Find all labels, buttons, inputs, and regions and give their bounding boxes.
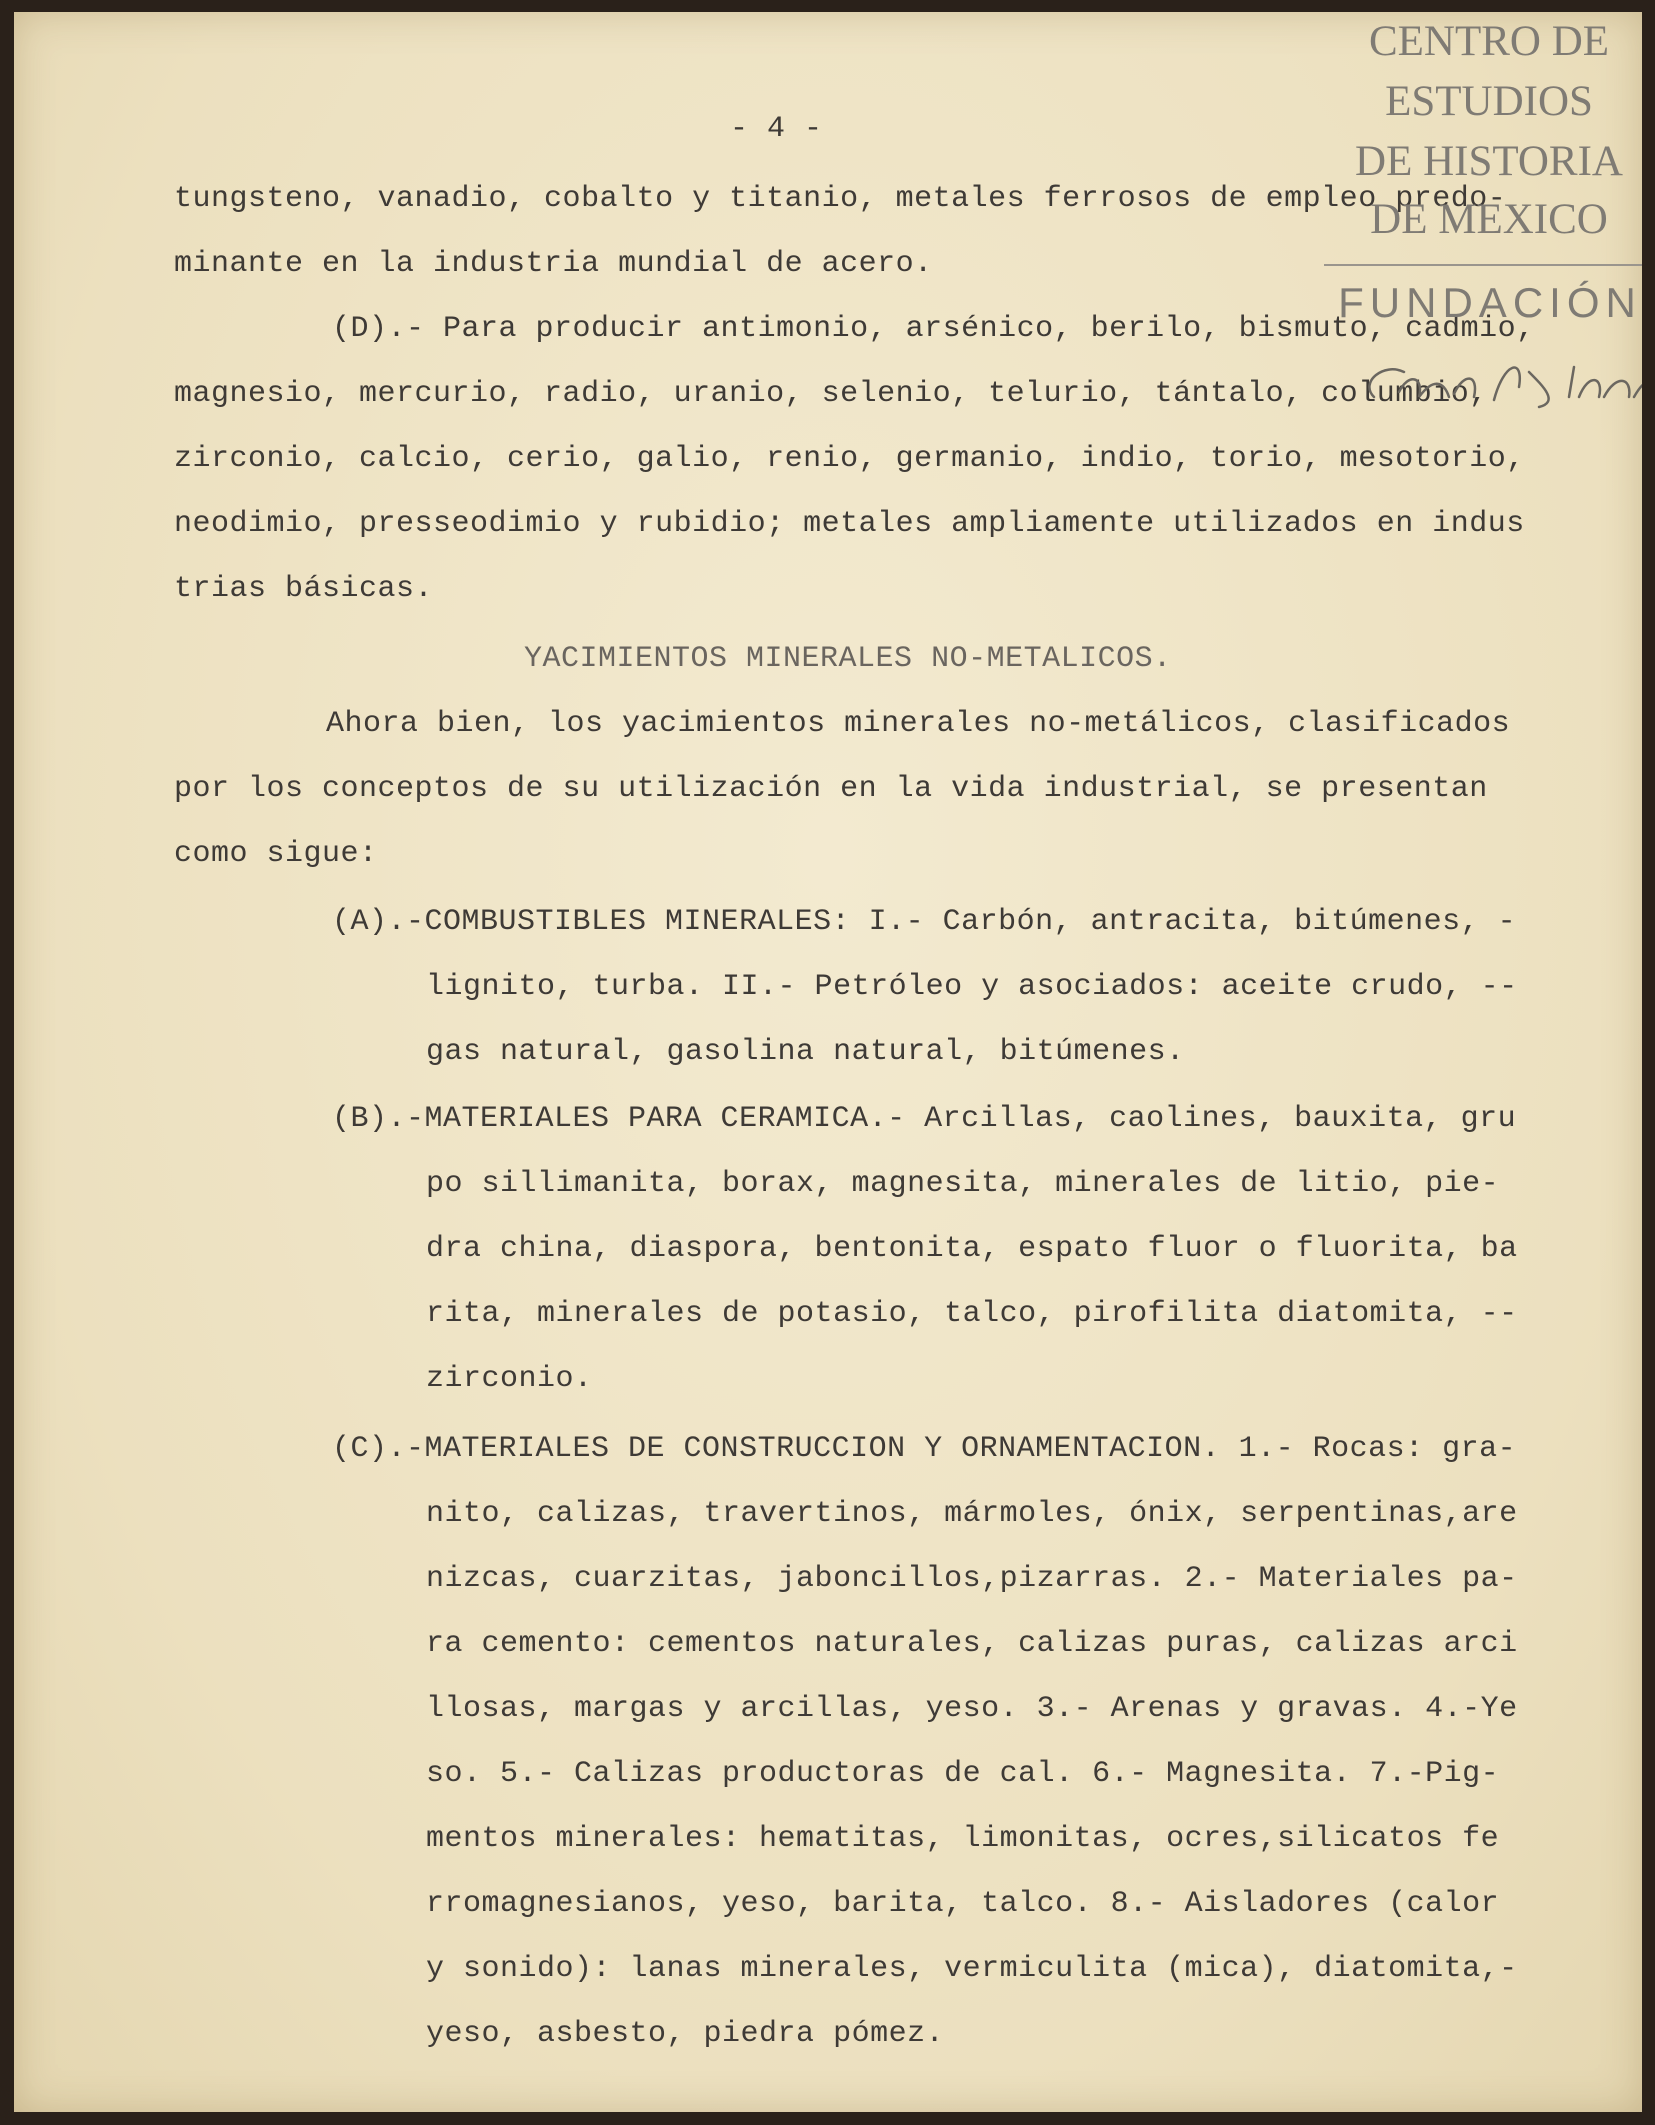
- list-item-line: rita, minerales de potasio, talco, pirofilita diatomita, --: [426, 1297, 1518, 1331]
- text-line: trias básicas.: [174, 572, 434, 606]
- signature-mark: [1354, 352, 1642, 422]
- text-line: tungsteno, vanadio, cobalto y titanio, metales ferrosos de empleo predo-: [174, 182, 1507, 216]
- list-item-line: y sonido): lanas minerales, vermiculita (mica), diatomita,-: [426, 1952, 1518, 1986]
- list-item-line: dra china, diaspora, bentonita, espato fluor o fluorita, ba: [426, 1232, 1518, 1266]
- list-item-line: (B).-MATERIALES PARA CERAMICA.- Arcillas, caolines, bauxita, gru: [332, 1102, 1517, 1136]
- document-page: [14, 12, 1642, 2112]
- text-line: como sigue:: [174, 837, 378, 871]
- list-item-line: so. 5.- Calizas productoras de cal. 6.- Magnesita. 7.-Pig-: [426, 1757, 1500, 1791]
- section-title: YACIMIENTOS MINERALES NO-METALICOS.: [524, 642, 1172, 676]
- list-item-line: gas natural, gasolina natural, bitúmenes.: [426, 1035, 1185, 1069]
- watermark-divider: [1324, 264, 1642, 266]
- list-item-line: (A).-COMBUSTIBLES MINERALES: I.- Carbón, antracita, bitúmenes, -: [332, 905, 1517, 939]
- text-line: zirconio, calcio, cerio, galio, renio, germanio, indio, torio, mesotorio,: [174, 442, 1525, 476]
- page-number: - 4 -: [730, 112, 823, 146]
- list-item-line: lignito, turba. II.- Petróleo y asociados: aceite crudo, --: [426, 970, 1518, 1004]
- watermark-line: CENTRO DE: [1368, 18, 1610, 65]
- watermark-line: DE HISTORIA: [1355, 138, 1623, 185]
- list-item-line: po sillimanita, borax, magnesita, minerales de litio, pie-: [426, 1167, 1500, 1201]
- list-item-line: yeso, asbesto, piedra pómez.: [426, 2017, 945, 2051]
- text-line: minante en la industria mundial de acero.: [174, 247, 933, 281]
- list-item-line: (C).-MATERIALES DE CONSTRUCCION Y ORNAMENTACION. 1.- Rocas: gra-: [332, 1432, 1517, 1466]
- list-item-line: zirconio.: [426, 1362, 593, 1396]
- watermark-line: ESTUDIOS: [1385, 78, 1593, 125]
- list-item-line: ra cemento: cementos naturales, calizas puras, calizas arci: [426, 1627, 1518, 1661]
- list-item-line: llosas, margas y arcillas, yeso. 3.- Arenas y gravas. 4.-Ye: [426, 1692, 1518, 1726]
- list-item-line: mentos minerales: hematitas, limonitas, ocres,silicatos fe: [426, 1822, 1500, 1856]
- text-line: Ahora bien, los yacimientos minerales no-metálicos, clasificados: [326, 707, 1511, 741]
- list-item-line: rromagnesianos, yeso, barita, talco. 8.- Aisladores (calor: [426, 1887, 1500, 1921]
- text-line: (D).- Para producir antimonio, arsénico, berilo, bismuto, cadmio,: [332, 312, 1535, 346]
- text-line: por los conceptos de su utilización en la vida industrial, se presentan: [174, 772, 1488, 806]
- watermark-foundation: FUNDACIÓN: [1338, 279, 1642, 326]
- list-item-line: nizcas, cuarzitas, jaboncillos,pizarras. 2.- Materiales pa-: [426, 1562, 1518, 1596]
- list-item-line: nito, calizas, travertinos, mármoles, ónix, serpentinas,are: [426, 1497, 1518, 1531]
- watermark-line: DE MEXICO: [1370, 196, 1608, 243]
- text-line: neodimio, presseodimio y rubidio; metales ampliamente utilizados en indus: [174, 507, 1525, 541]
- text-line: magnesio, mercurio, radio, uranio, selenio, telurio, tántalo, columbio,: [174, 377, 1488, 411]
